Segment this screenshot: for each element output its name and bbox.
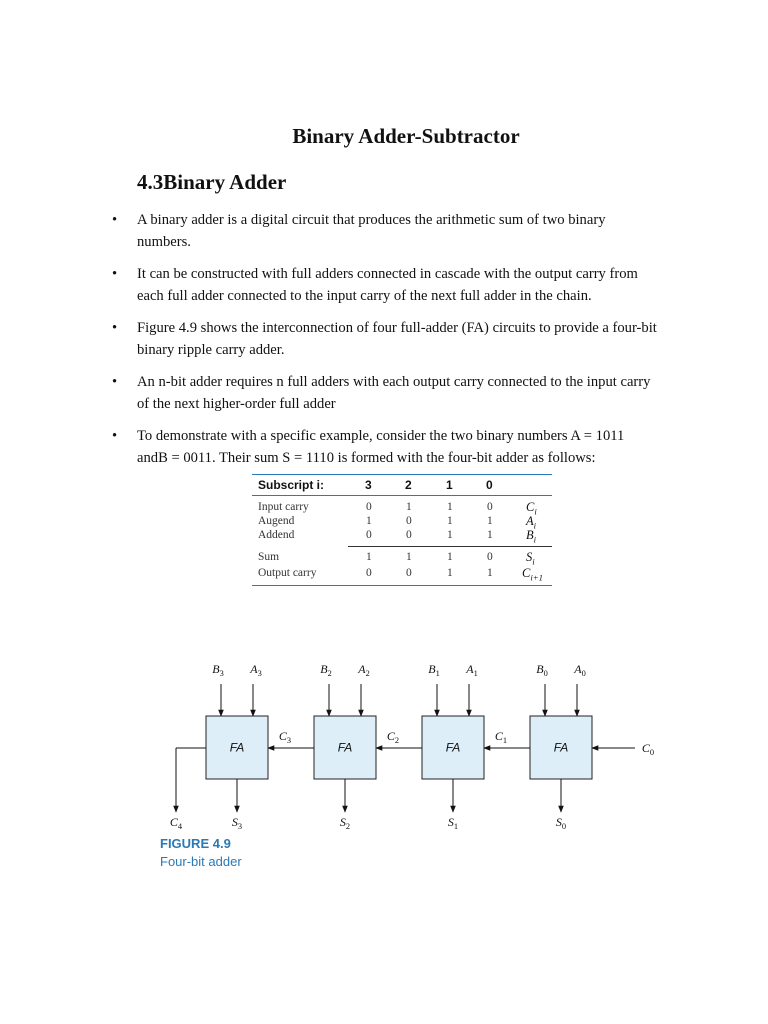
sum-output-label: $S_1$ <box>447 815 459 831</box>
table-cell: 1 <box>487 529 493 541</box>
input-a-label: $A_3$ <box>250 662 262 678</box>
sum-output-label: $S_0$ <box>555 815 567 831</box>
table-cell: 1 <box>487 515 493 527</box>
carry-label: $C_1$ <box>494 729 508 745</box>
bullet-line: andB = 0011. Their sum S = 1110 is formed with the four-bit adder as follows: <box>137 449 596 466</box>
bullet-dot: • <box>112 212 118 228</box>
four-bit-adder-diagram <box>0 640 768 840</box>
fa-label: FA <box>337 740 353 755</box>
bullet-dot: • <box>112 374 118 390</box>
bullet-dot: • <box>112 266 118 282</box>
bullet-item <box>112 318 678 361</box>
carry-label: $C_3$ <box>278 729 292 745</box>
col-header: 3 <box>365 478 372 492</box>
bullet-line: It can be constructed with full adders connected in cascade with the output carry from <box>137 266 638 282</box>
input-a-label: $A_0$ <box>574 662 586 678</box>
table-header <box>252 474 552 496</box>
symbol-text: $A_i$ <box>526 514 537 531</box>
row-label: Augend <box>258 515 295 527</box>
bullet-line: numbers. <box>137 233 191 250</box>
section-heading: 4.3Binary Adder <box>137 170 287 194</box>
fa-label: FA <box>553 740 569 755</box>
carry-label: $C_2$ <box>386 729 400 745</box>
input-b-label: $B_3$ <box>212 662 224 678</box>
table-cell: 0 <box>366 529 372 541</box>
sum-output-label: $S_3$ <box>231 815 243 831</box>
table-cell: 1 <box>447 529 453 541</box>
symbol-text: $C_i$ <box>526 500 537 517</box>
col-header: 1 <box>446 478 453 492</box>
row-label: Output carry <box>258 567 317 579</box>
table-cell: 0 <box>406 567 412 579</box>
input-b-label: $B_0$ <box>536 662 548 678</box>
input-a-label: $A_2$ <box>358 662 370 678</box>
table-bottom-rule <box>252 585 552 586</box>
bullet-line: of the next higher-order full adder <box>137 395 336 412</box>
table-cell: 0 <box>406 529 412 541</box>
table-cell: 0 <box>366 501 372 513</box>
fa-label: FA <box>445 740 461 755</box>
table-cell: 1 <box>366 551 372 563</box>
bullet-line: An n-bit adder requires n full adders with each output carry connected to the input carry <box>137 374 651 390</box>
row-symbol <box>522 566 543 583</box>
bullet-item <box>112 210 678 253</box>
bullet-line: each full adder connected to the input carry of the next full adder in the chain. <box>137 287 592 304</box>
row-label: Addend <box>258 529 295 541</box>
symbol-text: $S_i$ <box>526 550 535 567</box>
table-cell: 1 <box>447 551 453 563</box>
symbol-text: $B_i$ <box>526 528 537 545</box>
bullet-line: binary ripple carry adder. <box>137 341 285 358</box>
bullet-dot: • <box>112 320 118 336</box>
symbol-text: $C_{i+1}$ <box>522 566 544 583</box>
table-cell: 0 <box>406 515 412 527</box>
input-a-label: $A_1$ <box>466 662 478 678</box>
table-cell: 1 <box>447 501 453 513</box>
table-cell: 1 <box>406 551 412 563</box>
bullet-item <box>112 264 678 307</box>
page-title: Binary Adder-Subtractor <box>292 124 520 148</box>
sum-divider <box>348 546 552 547</box>
row-symbol <box>526 550 535 567</box>
bullet-item <box>112 372 678 415</box>
table-cell: 1 <box>447 567 453 579</box>
bullet-dot: • <box>112 428 118 444</box>
sum-output-label: $S_2$ <box>339 815 351 831</box>
carry-in-label: $C_0$ <box>641 741 655 757</box>
bullet-line: Figure 4.9 shows the interconnection of four full-adder (FA) circuits to provide a four-bit <box>137 320 657 336</box>
table-cell: 1 <box>366 515 372 527</box>
bullet-line: A binary adder is a digital circuit that produces the arithmetic sum of two binary <box>137 212 606 228</box>
carry-out-label: $C_4$ <box>169 815 183 831</box>
bullet-line: To demonstrate with a specific example, consider the two binary numbers A = 1011 <box>137 428 625 444</box>
input-b-label: $B_2$ <box>320 662 332 678</box>
table-cell: 1 <box>487 567 493 579</box>
table-cell: 0 <box>366 567 372 579</box>
row-symbol <box>526 528 536 545</box>
table-cell: 1 <box>406 501 412 513</box>
row-label: Input carry <box>258 501 309 513</box>
bullet-item <box>112 426 678 469</box>
table-cell: 0 <box>487 501 493 513</box>
row-label: Sum <box>258 551 280 563</box>
col-header: 2 <box>405 478 412 492</box>
col-header: 0 <box>486 478 493 492</box>
figure-caption: Four-bit adder <box>160 854 242 869</box>
table-cell: 0 <box>487 551 493 563</box>
fa-label: FA <box>229 740 245 755</box>
subscript-header: Subscript i: <box>258 478 325 492</box>
figure-number: FIGURE 4.9 <box>160 836 231 851</box>
table-cell: 1 <box>447 515 453 527</box>
input-b-label: $B_1$ <box>428 662 440 678</box>
